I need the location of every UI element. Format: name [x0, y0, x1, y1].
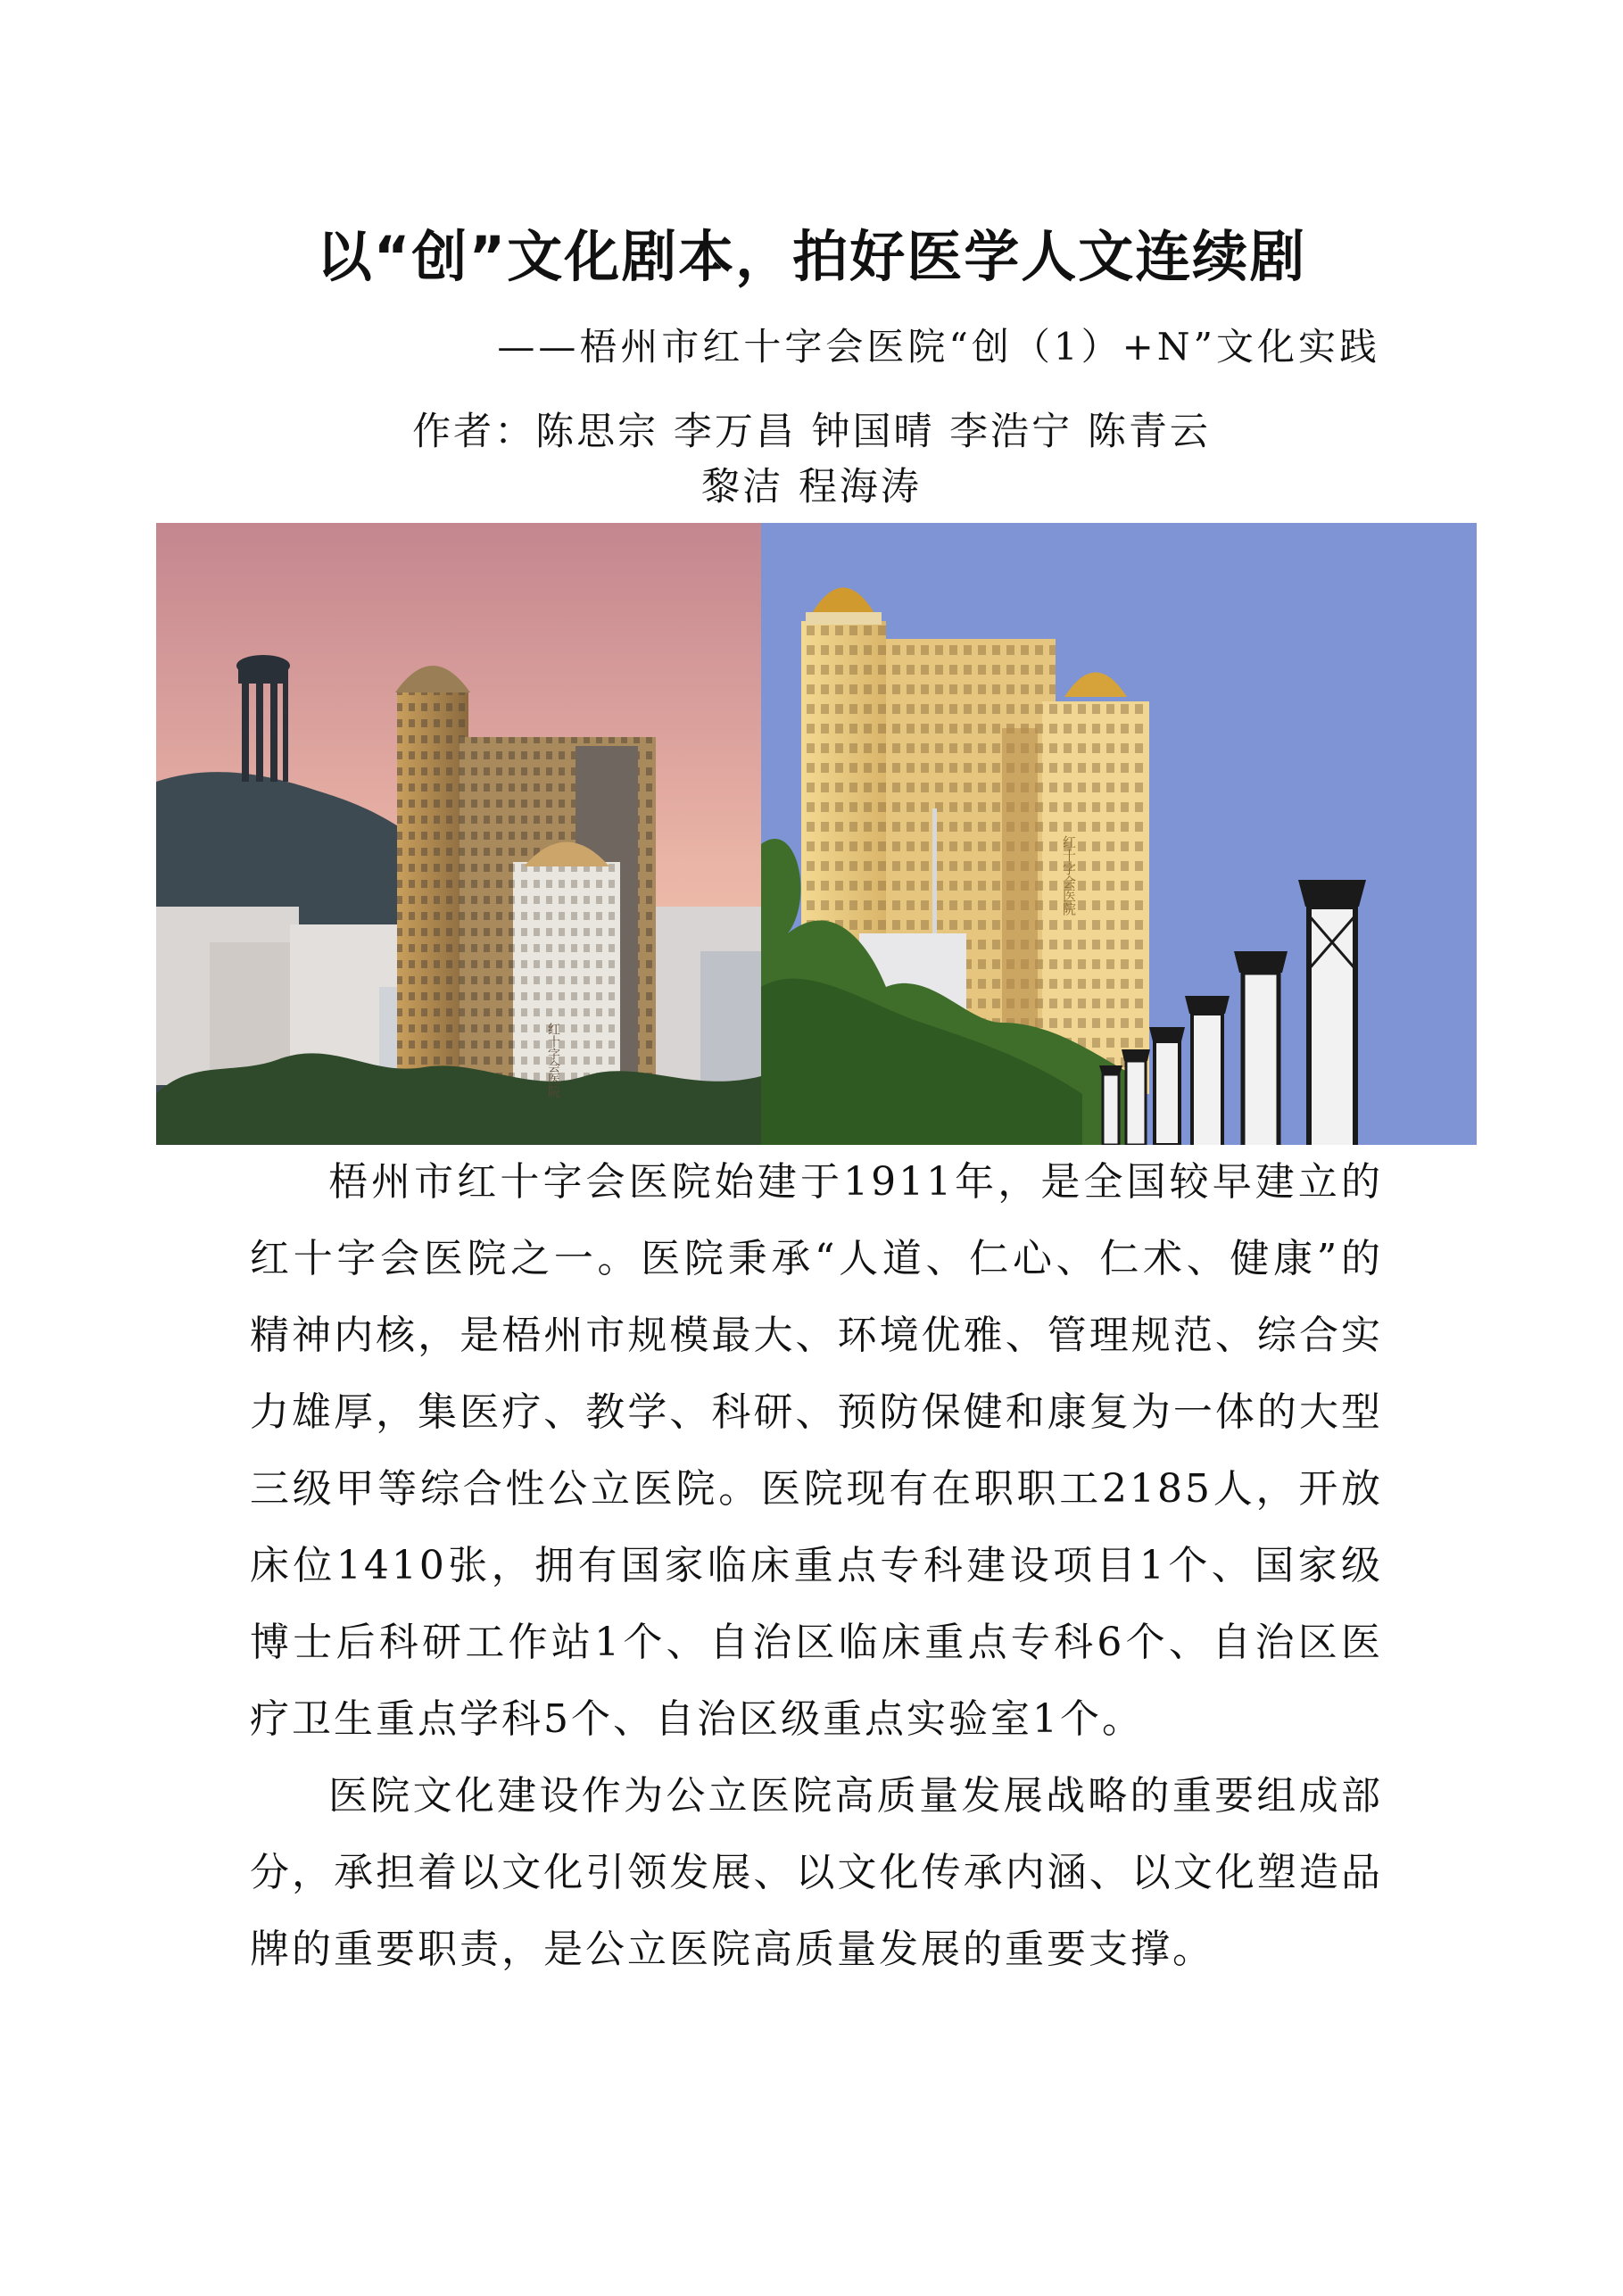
- authors-line-2: 黎洁 程海涛: [701, 465, 922, 510]
- document-title: 以“创”文化剧本，拍好医学人文连续剧: [316, 224, 1307, 289]
- hospital-photos: [156, 523, 1477, 1145]
- authors-line-1: 作者：陈思宗 李万昌 钟国晴 李浩宁 陈青云: [412, 410, 1211, 454]
- building-sign-left: 红十字会医院: [546, 1023, 560, 1098]
- daylight-photo: [761, 523, 1477, 1145]
- paragraph-2: 医院文化建设作为公立医院高质量发展战略的重要组成部分，承担着以文化引领发展、以文化传承内涵、以文化塑造品牌的重要职责，是公立医院高质量发展的重要支撑。: [250, 1773, 1383, 1972]
- document-subtitle: ——梧州市红十字会医院“创（1）+N”文化实践: [497, 325, 1380, 369]
- dusk-photo: [156, 523, 761, 1145]
- paragraph-1: 梧州市红十字会医院始建于1911年，是全国较早建立的红十字会医院之一。医院秉承“人道、仁心、仁术、健康”的精神内核，是梧州市规模最大、环境优雅、管理规范、综合实力雄厚，集医疗、教学、科研、预防保健和康复为一体的大型三级甲等综合性公立医院。医院现有在职职工2185人，开放床位1410张，拥有国家临床重点专科建设项目1个、国家级博士后科研工作站1个、自治区临床重点专科6个、自治区医疗卫生重点学科5个、自治区级重点实验室1个。: [250, 1159, 1383, 1742]
- building-sign-right: 红十字会医院: [1061, 835, 1077, 916]
- body-text: [250, 1144, 1383, 1988]
